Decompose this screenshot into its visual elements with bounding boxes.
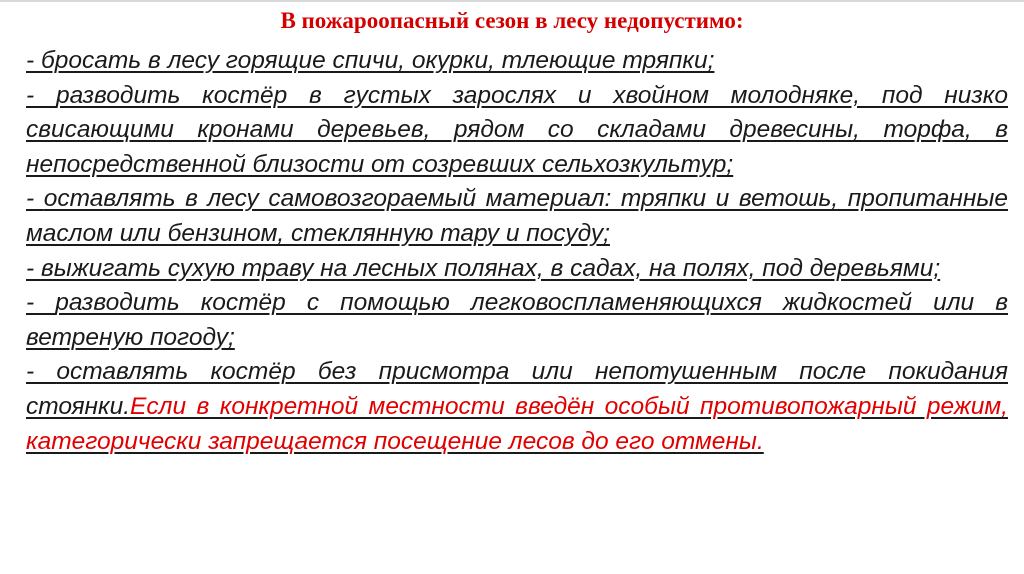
slide-title: В пожароопасный сезон в лесу недопустимо: bbox=[280, 8, 744, 33]
item-dash: - bbox=[26, 254, 41, 282]
list-item bbox=[26, 355, 1008, 459]
list-item bbox=[26, 44, 1008, 79]
item-dash: - bbox=[26, 185, 44, 213]
item-text: бросать в лесу горящие спичи, окурки, тлеющие тряпки; bbox=[40, 47, 715, 74]
list-item bbox=[26, 79, 1008, 183]
list-item bbox=[26, 286, 1008, 355]
item-text: оставлять в лесу самовозгораемый материал: тряпки и ветошь, пропитанные маслом или бензином, стеклянную тару и посуду; bbox=[26, 185, 1008, 247]
top-divider bbox=[0, 0, 1024, 2]
item-text: выжигать сухую траву на лесных полянах, в садах, на полях, под деревьями; bbox=[40, 254, 941, 282]
item-dash: - bbox=[26, 289, 56, 317]
item-dash: - bbox=[26, 47, 41, 74]
item-dash: - bbox=[26, 81, 56, 109]
item-text: оставлять костёр без присмотра или непотушенным после покидания стоянки. bbox=[26, 358, 1009, 420]
item-dash: - bbox=[26, 358, 57, 386]
list-item bbox=[26, 182, 1008, 251]
list-item bbox=[26, 252, 1008, 287]
item-text: разводить костёр в густых зарослях и хвойном молодняке, под низко свисающими кронами деревьев, рядом со складами древесины, торфа, в непосредственной близости от созревших сельхозкультур; bbox=[26, 81, 1008, 178]
slide-body bbox=[26, 44, 1008, 459]
warning-text: Если в конкретной местности введён особый противопожарный режим, категорически запрещается посещение лесов до его отмены. bbox=[26, 392, 1008, 455]
item-text: разводить костёр с помощью легковоспламеняющихся жидкостей или в ветреную погоду; bbox=[26, 289, 1008, 351]
